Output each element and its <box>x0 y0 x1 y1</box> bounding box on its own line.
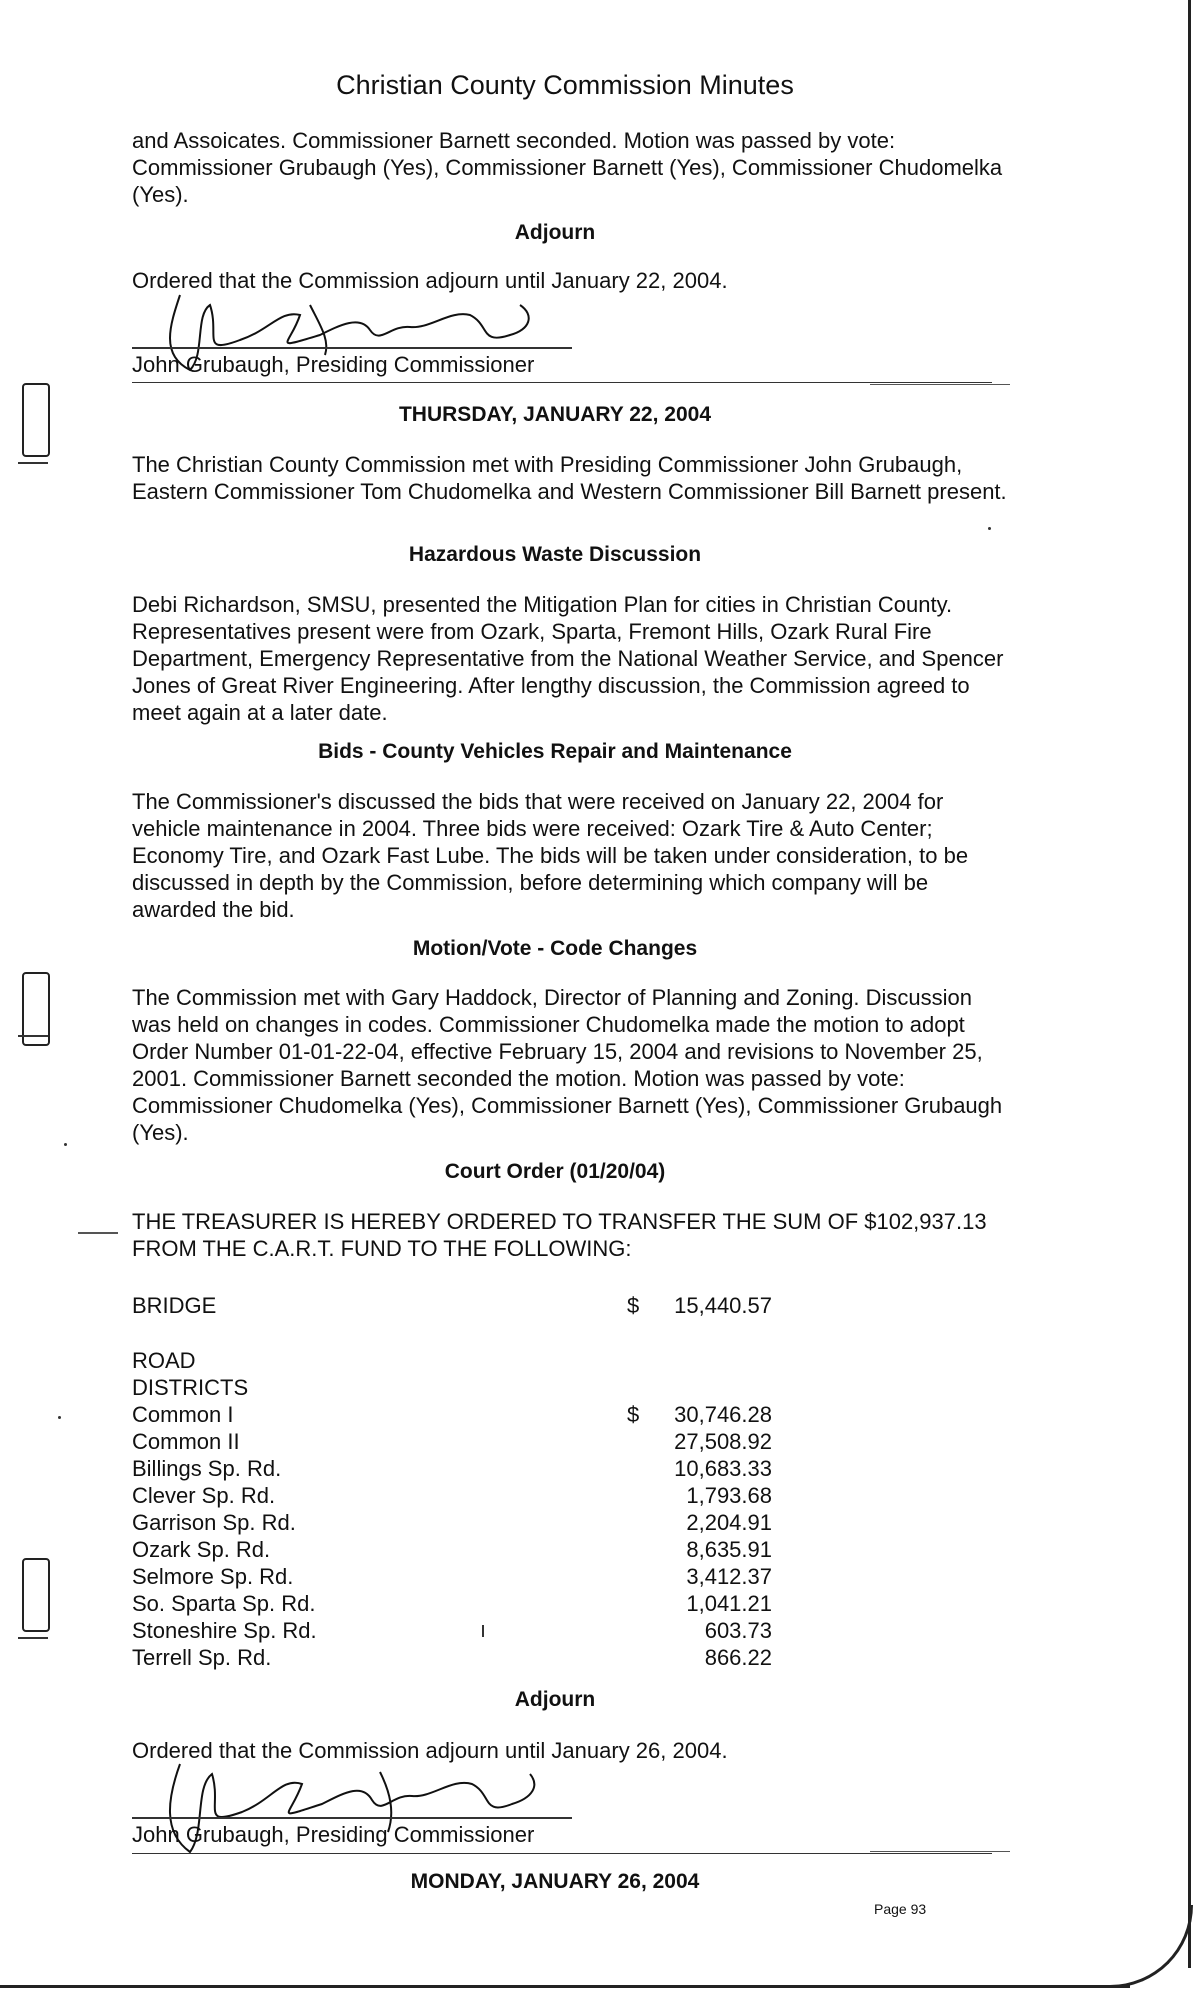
hazardous-waste-heading: Hazardous Waste Discussion <box>408 543 702 566</box>
district-label: Garrison Sp. Rd. <box>132 1510 296 1535</box>
scan-speck <box>58 1416 61 1419</box>
district-amount: 30,746.28 <box>674 1402 772 1427</box>
attendance-paragraph: The Christian County Commission met with Presiding Commissioner John Grubaugh, Eastern Commissioner Tom Chudomelka and Western Commissioner Bill Barnett present. <box>132 452 1007 504</box>
page-number: Page 93 <box>874 1901 927 1917</box>
page-edge-bottom <box>0 1985 1130 1988</box>
signature-line <box>132 1817 572 1819</box>
adjourn-order-text: Ordered that the Commission adjourn until January 22, 2004. <box>132 268 728 293</box>
adjourn-order-text: Ordered that the Commission adjourn until January 26, 2004. <box>132 1738 728 1763</box>
district-label: Common I <box>132 1402 234 1427</box>
bridge-amount: 15,440.57 <box>674 1293 772 1318</box>
divider-dash <box>870 1851 1010 1852</box>
scan-speck <box>988 527 991 530</box>
page-corner-bottom <box>1100 1905 1193 1988</box>
district-amount: 866.22 <box>704 1645 772 1670</box>
section-divider <box>132 1853 992 1854</box>
district-label: Billings Sp. Rd. <box>132 1456 282 1481</box>
signer-name: John Grubaugh, Presiding Commissioner <box>132 1822 535 1847</box>
district-amount: 603.73 <box>704 1618 772 1643</box>
motion-heading: Motion/Vote - Code Changes <box>412 937 698 960</box>
signature-line <box>132 347 572 349</box>
scan-speck <box>64 1143 67 1146</box>
binder-hole-mark <box>18 462 48 464</box>
district-amount: 1,793.68 <box>686 1483 772 1508</box>
binder-hole-mark <box>18 1035 48 1037</box>
adjourn-heading: Adjourn <box>514 221 596 244</box>
margin-mark <box>78 1232 118 1234</box>
district-label: Common II <box>132 1429 240 1454</box>
bids-paragraph: The Commissioner's discussed the bids that were received on January 22, 2004 for vehicle maintenance in 2004. Three bids were received: Ozark Tire & Auto Center; Economy Tire, and Ozark Fast Lube. The bids will be taken under consideration, to be discussed in depth by the Commission, before determining which company will be awarded the bid. <box>132 789 969 922</box>
district-amount: 27,508.92 <box>674 1429 772 1454</box>
district-label: Selmore Sp. Rd. <box>132 1564 294 1589</box>
motion-paragraph: The Commission met with Gary Haddock, Director of Planning and Zoning. Discussion was held on changes in codes. Commissioner Chudomelka made the motion to adopt Order Number 01-01-22-04, effective February 15, 2004 and revisions to November 25, 2001. Commissioner Barnett seconded the motion. Motion was passed by vote: Commissioner Chudomelka (Yes), Commissioner Barnett (Yes), Commissioner Grubaugh (Yes). <box>132 985 1003 1145</box>
divider-dash <box>870 384 1010 385</box>
court-order-paragraph: THE TREASURER IS HEREBY ORDERED TO TRANSFER THE SUM OF $102,937.13 FROM THE C.A.R.T. FUND TO THE FOLLOWING: <box>132 1209 987 1261</box>
bridge-label: BRIDGE <box>132 1293 217 1318</box>
district-amount: 10,683.33 <box>674 1456 772 1481</box>
district-amount: 8,635.91 <box>686 1537 772 1562</box>
bids-heading: Bids - County Vehicles Repair and Maintenance <box>318 740 792 763</box>
hazardous-waste-paragraph: Debi Richardson, SMSU, presented the Mitigation Plan for cities in Christian County. Representatives present were from Ozark, Sparta, Fremont Hills, Ozark Rural Fire Department, Emergency Representative from the National Weather Service, and Spencer Jones of Great River Engineering. After lengthy discussion, the Commission agreed to meet again at a later date. <box>132 592 1004 725</box>
page-edge <box>1188 0 1191 1968</box>
district-amount: 3,412.37 <box>686 1564 772 1589</box>
adjourn-heading: Adjourn <box>514 1688 596 1711</box>
binder-hole <box>22 1558 50 1632</box>
bridge-currency: $ <box>627 1293 640 1318</box>
district-amount: 2,204.91 <box>686 1510 772 1535</box>
date-heading: THURSDAY, JANUARY 22, 2004 <box>398 403 712 426</box>
date-heading: MONDAY, JANUARY 26, 2004 <box>410 1870 700 1893</box>
binder-hole-mark <box>18 1637 48 1639</box>
document-title: Christian County Commission Minutes <box>336 70 794 100</box>
district-label: Terrell Sp. Rd. <box>132 1645 272 1670</box>
section-divider <box>132 382 992 383</box>
court-order-heading: Court Order (01/20/04) <box>444 1160 666 1183</box>
signer-name: John Grubaugh, Presiding Commissioner <box>132 352 535 377</box>
district-label: Stoneshire Sp. Rd. <box>132 1618 317 1643</box>
district-label: Ozark Sp. Rd. <box>132 1537 271 1562</box>
district-amount: 1,041.21 <box>686 1591 772 1616</box>
district-label: So. Sparta Sp. Rd. <box>132 1591 316 1616</box>
district-label: Clever Sp. Rd. <box>132 1483 276 1508</box>
districts-label: DISTRICTS <box>132 1375 249 1400</box>
scan-speck <box>482 1625 484 1637</box>
district-currency: $ <box>627 1402 640 1427</box>
road-label: ROAD <box>132 1348 196 1373</box>
intro-paragraph: and Assoicates. Commissioner Barnett seconded. Motion was passed by vote: Commissioner Grubaugh (Yes), Commissioner Barnett (Yes), Commissioner Chudomelka (Yes). <box>132 128 1003 207</box>
